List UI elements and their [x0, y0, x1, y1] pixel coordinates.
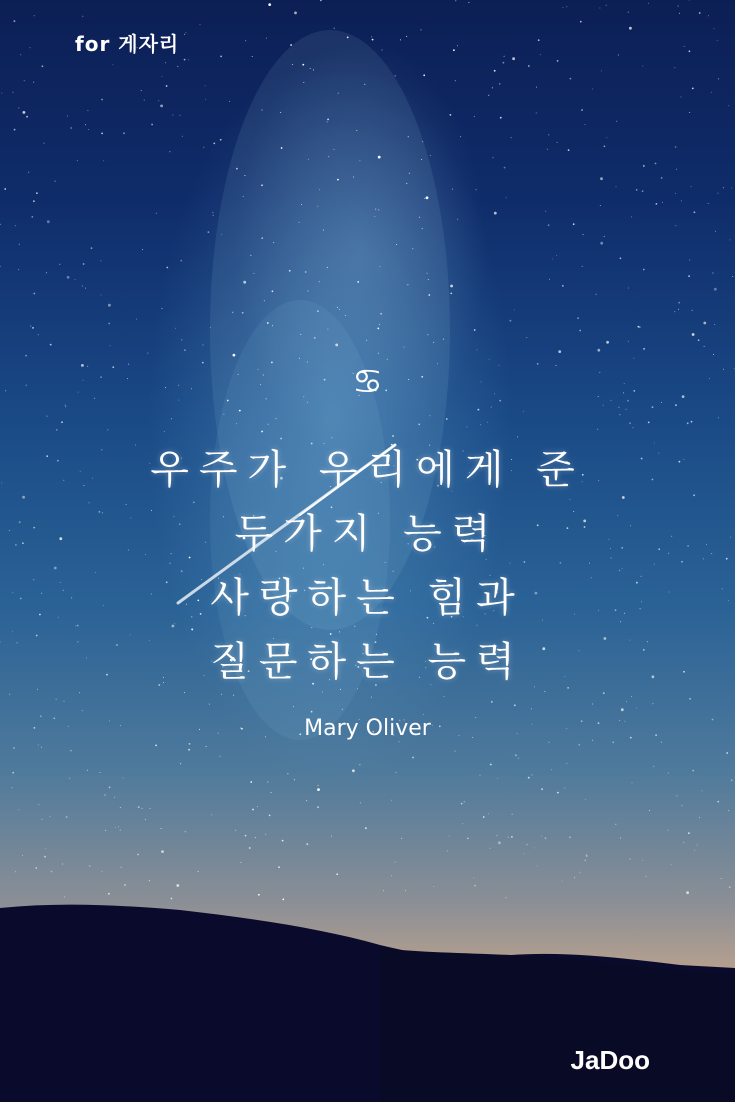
quote-line-4: 질문하는 능력	[210, 639, 525, 685]
quote-block	[0, 438, 735, 694]
quote-author: Mary Oliver	[304, 716, 431, 741]
top-label: for 게자리	[75, 32, 180, 56]
quote-line-2: 두가지 능력	[234, 511, 501, 557]
cancer-zodiac-icon: ♋	[352, 362, 383, 402]
quote-line-3: 사랑하는 힘과	[210, 575, 525, 621]
quote-line-1: 우주가 우리에게 준	[150, 447, 585, 493]
signature: JaDoo	[570, 1045, 650, 1075]
